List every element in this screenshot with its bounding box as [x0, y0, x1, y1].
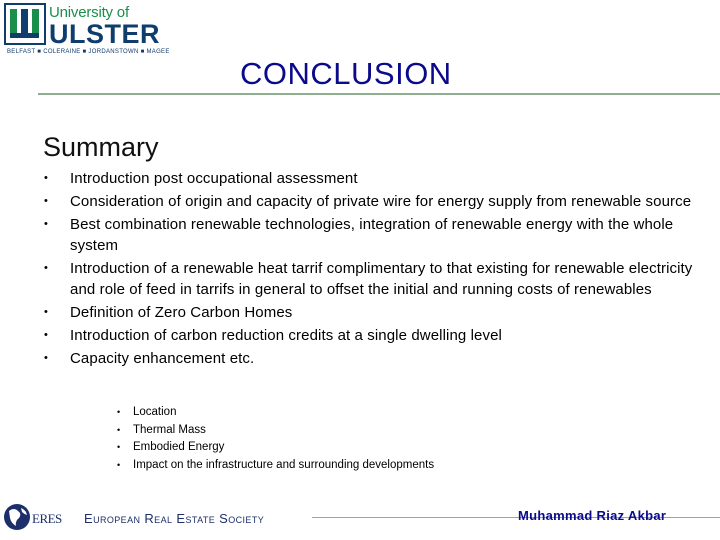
bullet-dot-icon: •	[117, 459, 121, 470]
slide-title: CONCLUSION	[240, 56, 452, 91]
sub-bullet-list	[117, 404, 434, 474]
bullet-dot-icon: •	[44, 218, 48, 230]
bullet-text: Introduction post occupational assessment	[70, 170, 358, 187]
summary-heading: Summary	[43, 132, 159, 162]
sub-bullet-item	[117, 439, 434, 457]
sub-bullet-text: Location	[133, 406, 177, 418]
bullet-item	[44, 258, 694, 300]
bullet-text: Consideration of origin and capacity of private wire for energy supply from renewable source	[70, 193, 692, 210]
sub-bullet-text: Embodied Energy	[133, 441, 225, 453]
eres-abbrev: ERES	[32, 511, 62, 526]
sub-bullet-item	[117, 457, 434, 475]
university-logo	[4, 3, 170, 59]
bullet-dot-icon: •	[44, 352, 48, 364]
bullet-dot-icon: •	[44, 329, 48, 341]
bullet-text: Introduction of carbon reduction credits at a single dwelling level	[70, 327, 502, 344]
logo-university-of: University of	[49, 4, 129, 21]
bullet-item	[44, 214, 694, 256]
bullet-dot-icon: •	[117, 424, 121, 435]
logo-ulster: ULSTER	[49, 19, 160, 49]
bullet-item	[44, 348, 694, 369]
sub-bullet-item	[117, 422, 434, 440]
bullet-dot-icon: •	[44, 262, 48, 274]
author-name: Muhammad Riaz Akbar	[518, 508, 667, 523]
title-divider	[38, 93, 720, 95]
bullet-item	[44, 325, 694, 346]
bullet-text: Introduction of a renewable heat tarrif complimentary to that existing for renewable electricity and role of feed in tarrifs in general to offset the initial and running costs of renewables	[70, 260, 693, 298]
sub-bullet-text: Thermal Mass	[133, 423, 206, 436]
bullet-text: Best combination renewable technologies, integration of renewable energy with the whole system	[70, 216, 674, 254]
bullet-item	[44, 302, 694, 323]
ulster-emblem-icon	[4, 3, 46, 47]
eres-logo	[2, 497, 312, 537]
bullet-dot-icon: •	[44, 172, 48, 184]
logo-campuses: BELFAST ■ COLERAINE ■ JORDANSTOWN ■ MAGEE	[7, 49, 170, 55]
bullet-text: Definition of Zero Carbon Homes	[70, 304, 293, 321]
bullet-text: Capacity enhancement etc.	[70, 350, 255, 367]
main-bullet-list	[44, 168, 694, 371]
bullet-dot-icon: •	[44, 306, 48, 318]
sub-bullet-item	[117, 404, 434, 422]
bullet-dot-icon: •	[44, 195, 48, 207]
bullet-item	[44, 168, 694, 189]
bullet-dot-icon: •	[117, 442, 121, 452]
bullet-dot-icon: •	[117, 407, 121, 417]
sub-bullet-text: Impact on the infrastructure and surrounding developments	[133, 458, 435, 471]
globe-icon	[2, 499, 32, 535]
bullet-item	[44, 191, 694, 212]
eres-society-name: European Real Estate Society	[84, 511, 265, 526]
